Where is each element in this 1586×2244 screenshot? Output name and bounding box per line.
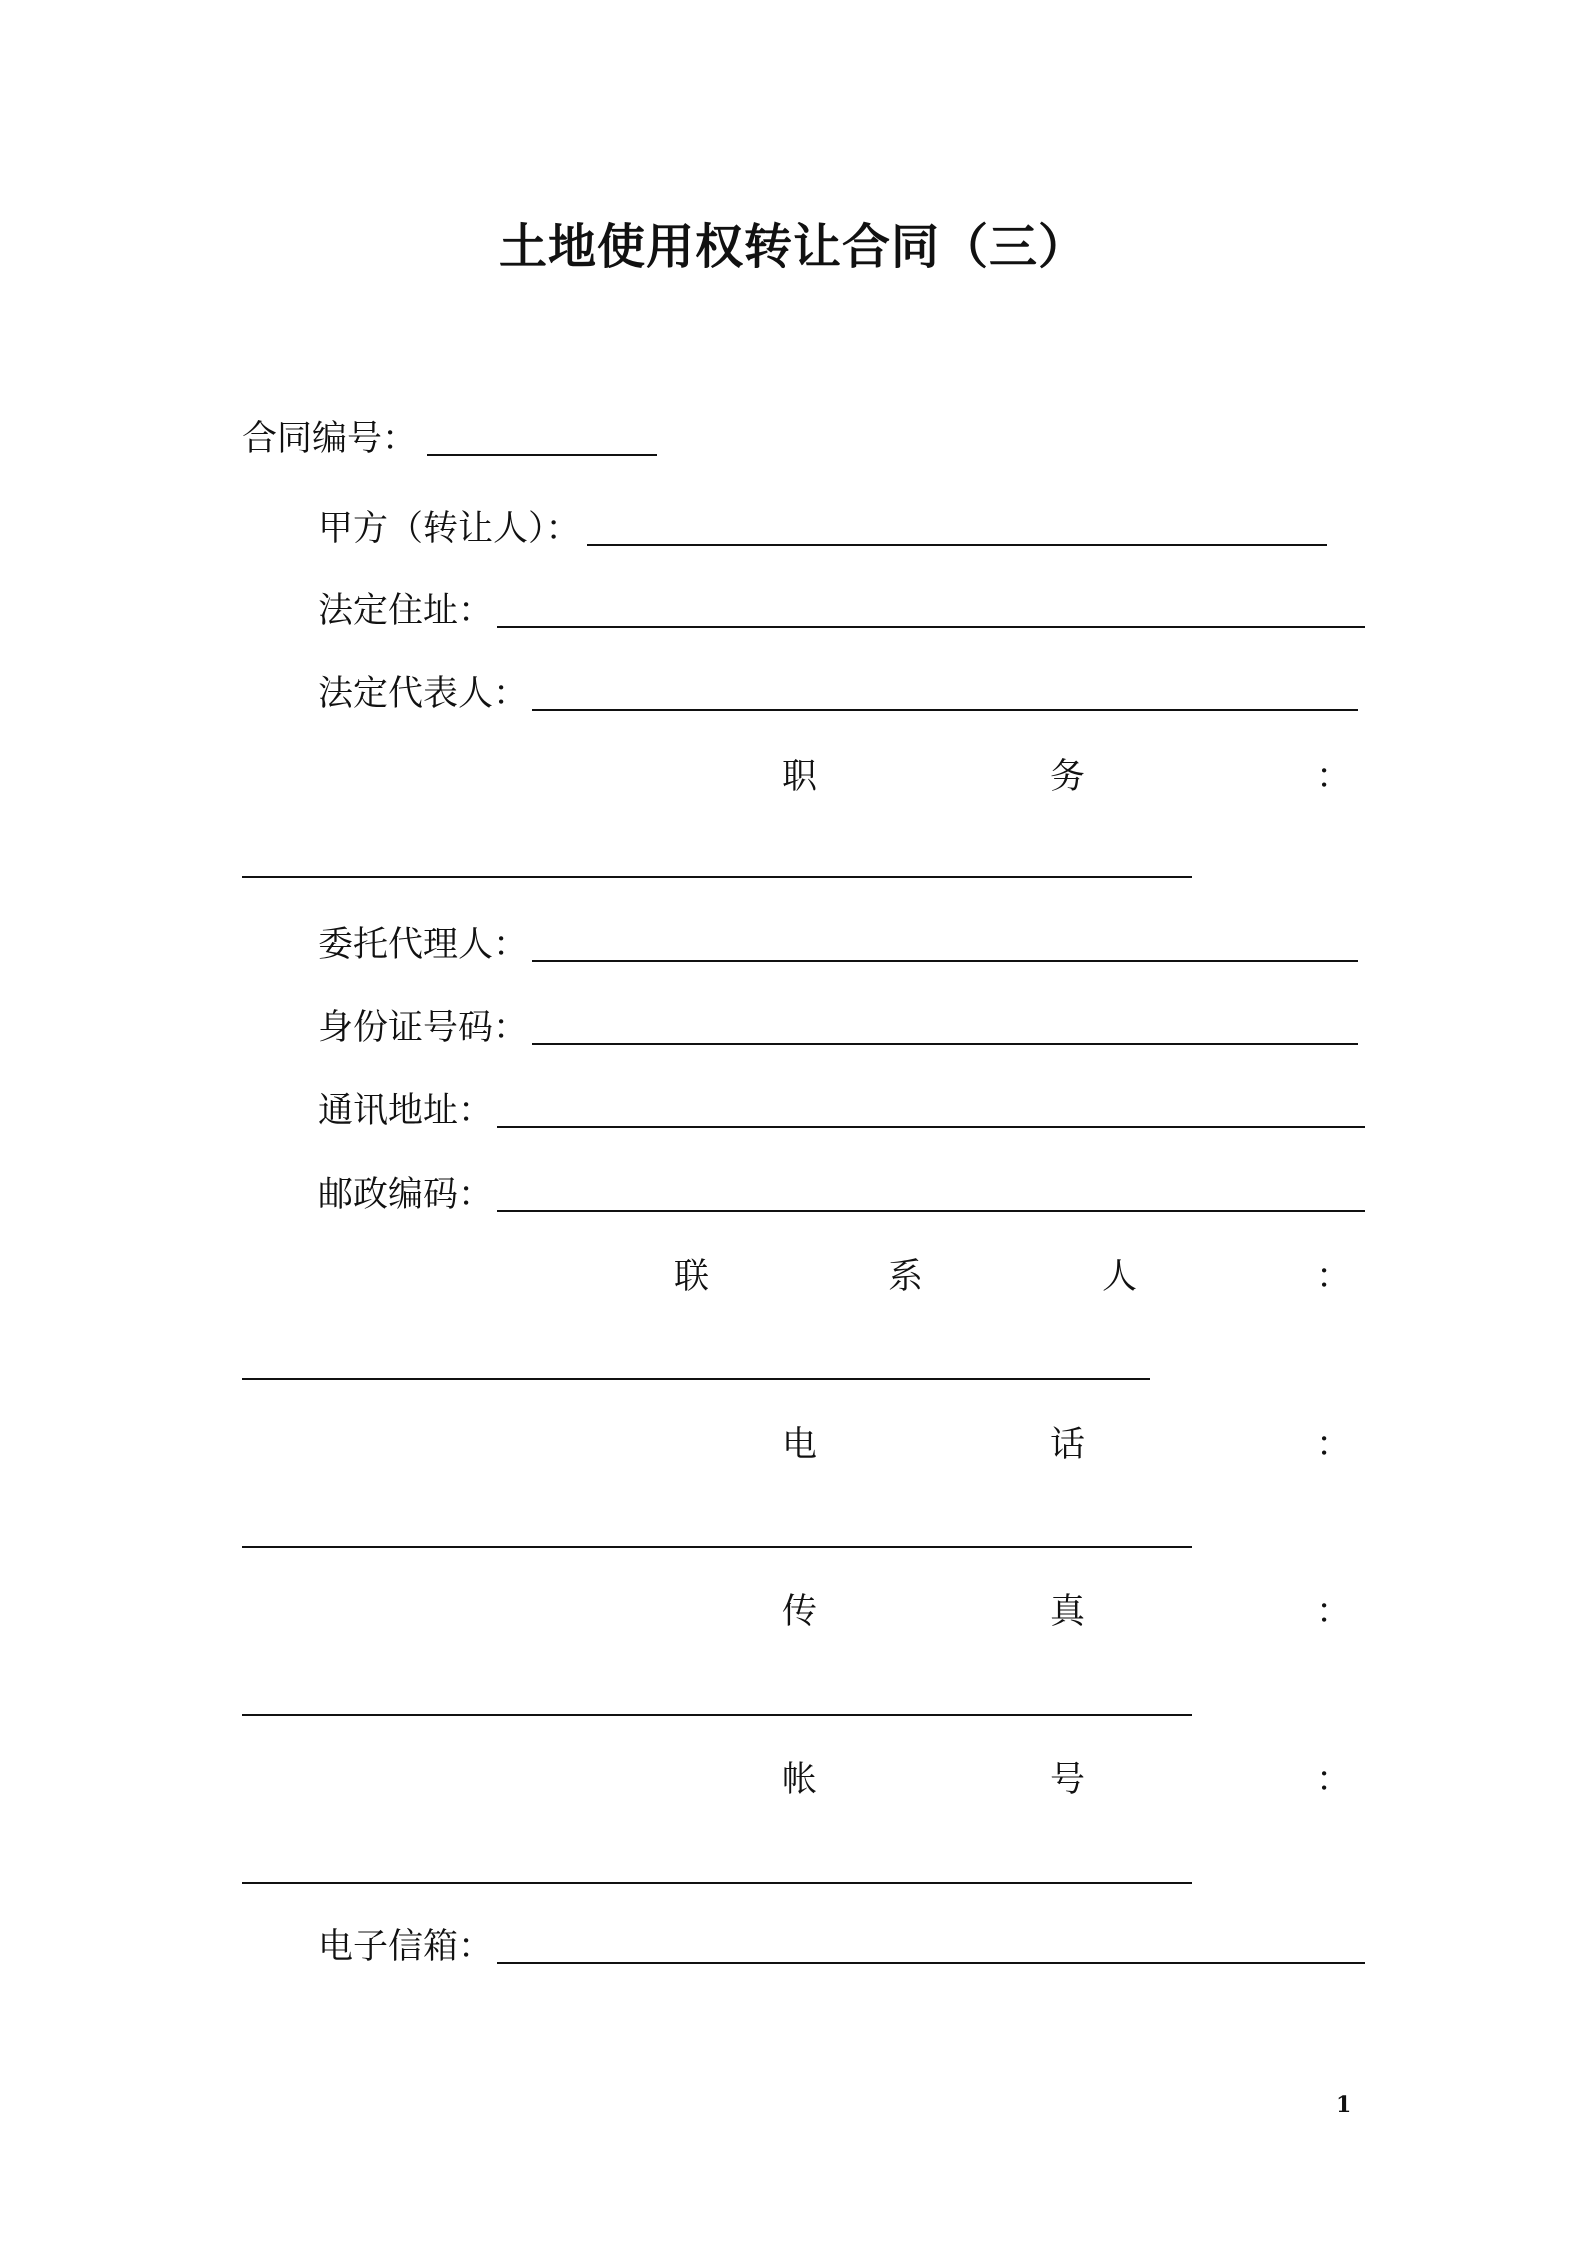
legal-representative-label: 法定代表人：: [318, 674, 529, 714]
contact-char-3: 人: [1102, 1257, 1138, 1297]
legal-representative-blank[interactable]: [532, 709, 1358, 711]
contact-char-1: 联: [674, 1257, 710, 1297]
position-colon: ：: [1316, 757, 1352, 797]
fax-colon: ：: [1316, 1592, 1352, 1632]
document-title: 土地使用权转让合同（三）: [498, 219, 1087, 275]
position-char-2: 务: [1050, 757, 1086, 797]
phone-char-1: 电: [782, 1425, 818, 1465]
contact-colon: ：: [1316, 1257, 1352, 1297]
email-blank[interactable]: [497, 1962, 1365, 1964]
mailing-address-row: [318, 1086, 1365, 1136]
id-number-blank[interactable]: [532, 1043, 1358, 1045]
contact-char-2: 系: [888, 1257, 924, 1297]
postal-code-label: 邮政编码：: [318, 1175, 494, 1215]
fax-blank[interactable]: [242, 1714, 1192, 1716]
account-colon: ：: [1316, 1760, 1352, 1800]
fax-char-2: 真: [1050, 1592, 1086, 1632]
fax-char-1: 传: [782, 1592, 818, 1632]
page-number: 1: [1336, 2092, 1352, 2118]
account-blank[interactable]: [242, 1882, 1192, 1884]
postal-code-row: [318, 1170, 1365, 1220]
email-label: 电子信箱：: [318, 1927, 494, 1967]
position-blank[interactable]: [242, 876, 1192, 878]
agent-row: [318, 920, 1358, 970]
phone-char-2: 话: [1050, 1425, 1086, 1465]
email-row: [318, 1922, 1365, 1972]
mailing-address-label: 通讯地址：: [318, 1091, 494, 1131]
mailing-address-blank[interactable]: [497, 1126, 1365, 1128]
account-char-1: 帐: [782, 1760, 818, 1800]
id-number-row: [318, 1003, 1358, 1053]
phone-row: [0, 1420, 1586, 1470]
account-row: [0, 1755, 1586, 1805]
party-a-blank[interactable]: [587, 544, 1327, 546]
phone-blank[interactable]: [242, 1546, 1192, 1548]
contract-number-row: [242, 414, 657, 464]
fax-row: [0, 1587, 1586, 1637]
agent-blank[interactable]: [532, 960, 1358, 962]
id-number-label: 身份证号码：: [318, 1008, 529, 1048]
legal-representative-row: [318, 669, 1358, 719]
account-char-2: 号: [1050, 1760, 1086, 1800]
contact-blank[interactable]: [242, 1378, 1150, 1380]
contract-number-label: 合同编号：: [242, 419, 418, 459]
postal-code-blank[interactable]: [497, 1210, 1365, 1212]
legal-address-row: [318, 586, 1365, 636]
party-a-label: 甲方（转让人）：: [318, 509, 581, 549]
position-char-1: 职: [782, 757, 818, 797]
legal-address-label: 法定住址：: [318, 591, 494, 631]
contact-row: [0, 1252, 1586, 1302]
party-a-row: [318, 504, 1327, 554]
position-row: [0, 752, 1586, 802]
legal-address-blank[interactable]: [497, 626, 1365, 628]
agent-label: 委托代理人：: [318, 925, 529, 965]
contract-number-blank[interactable]: [427, 454, 657, 456]
phone-colon: ：: [1316, 1425, 1352, 1465]
